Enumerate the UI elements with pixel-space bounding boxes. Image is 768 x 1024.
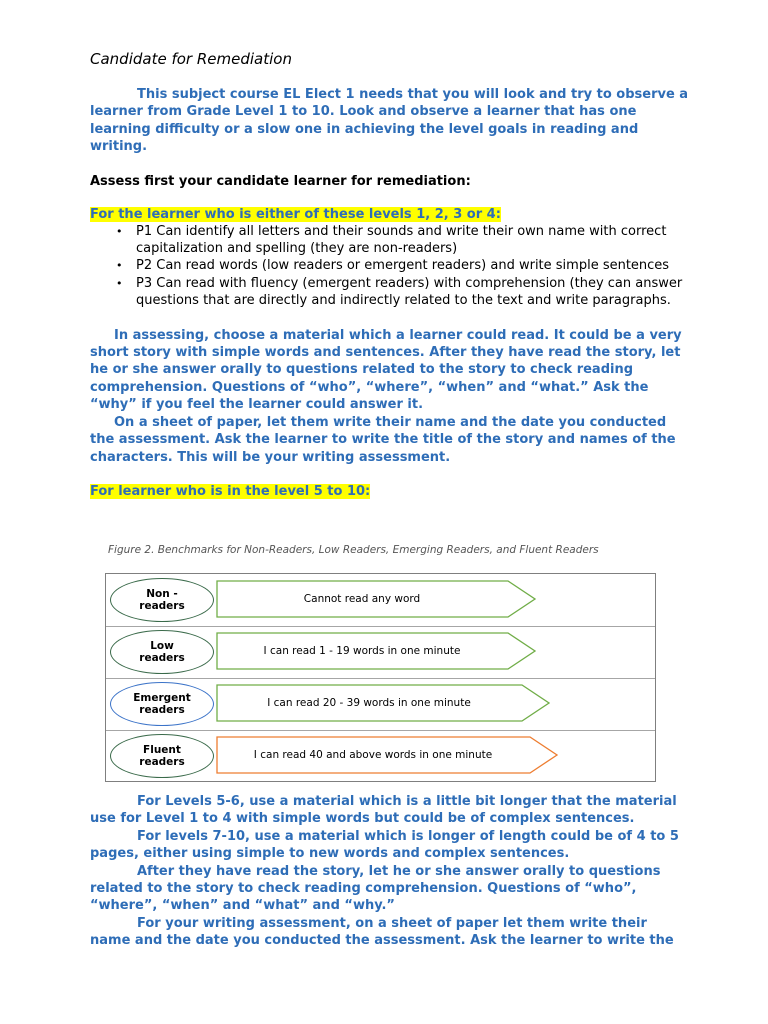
document-body — [90, 50, 690, 500]
benchmark-row — [106, 730, 655, 782]
assessing-paragraph: In assessing, choose a material which a learner could read. It could be a very short story with simple words and sentences. After they have read the story, let he or she answer orally to questions related to the story to check reading comprehension. Questions of “who”, “where”, “when” and “what.” Ask the “why” if you feel the learner could answer it. — [90, 327, 682, 413]
benchmark-text: I can read 1 - 19 words in one minute — [263, 645, 461, 657]
reader-level-oval: Fluent readers — [110, 734, 214, 778]
reader-level-oval: Low readers — [110, 630, 214, 674]
intro-paragraph: This subject course EL Elect 1 needs that you will look and try to observe a learner from Grade Level 1 to 10. Look and observe a learner that has one learning difficulty or a slow one in achieving the level goals in reading and writing. — [90, 87, 689, 155]
benchmark-row — [106, 626, 655, 679]
writing-paragraph: For your writing assessment, on a sheet of paper let them write their name and the date you conducted the assessment. Ask the learner to write the — [90, 915, 674, 949]
list-item: • P3 Can read with fluency (emergent readers) with comprehension (they can answer questions that are directly and indirectly related to the text and write paragraphs. — [116, 275, 683, 309]
levels-5-10-heading: For learner who is in the level 5 to 10: — [90, 483, 371, 499]
benchmark-text: I can read 40 and above words in one minute — [253, 749, 493, 761]
benchmark-arrow — [216, 684, 550, 722]
benchmark-arrow — [216, 580, 536, 618]
levels-5-6-paragraph: For Levels 5-6, use a material which is a little bit longer that the material use for Level 1 to 4 with simple words but could be of complex sentences. — [90, 794, 677, 827]
assess-heading: Assess first your candidate learner for remediation: — [90, 173, 471, 189]
bullet-marker: • — [116, 224, 123, 238]
benchmark-arrow — [216, 632, 536, 670]
levels-7-10-paragraph: For levels 7-10, use a material which is longer of length could be of 4 to 5 pages, either using simple to new words and complex sentences. — [90, 828, 679, 862]
comprehension-paragraph: After they have read the story, let he or she answer orally to questions related to the story to check reading comprehension. Questions of “who”, “where”, “when” and “what” and “why.” — [90, 863, 661, 914]
benchmark-row — [106, 678, 655, 731]
benchmark-arrow — [216, 736, 558, 774]
bullet-marker: • — [116, 276, 123, 290]
benchmark-text: Cannot read any word — [303, 593, 421, 605]
reader-level-oval: Non - readers — [110, 578, 214, 622]
bullet-marker: • — [116, 259, 123, 273]
benchmark-row — [106, 574, 655, 627]
list-item: • P2 Can read words (low readers or emergent readers) and write simple sentences — [116, 258, 670, 274]
benchmark-text: I can read 20 - 39 words in one minute — [267, 697, 471, 709]
reader-level-oval: Emergent readers — [110, 682, 214, 726]
levels-bullet-list — [90, 223, 690, 310]
writing-assessment-paragraph: On a sheet of paper, let them write their name and the date you conducted the assessment. Ask the learner to write the title of the story and names of the characters. This will be your writing assessment. — [90, 414, 676, 465]
levels-1-4-heading: For the learner who is either of these levels 1, 2, 3 or 4: — [90, 206, 501, 222]
figure-caption: Figure 2. Benchmarks for Non-Readers, Low Readers, Emerging Readers, and Fluent Readers — [108, 544, 599, 556]
list-item: • P1 Can identify all letters and their sounds and write their own name with correct capitalization and spelling (they are non-readers) — [116, 223, 667, 257]
figure-frame — [105, 573, 656, 782]
page-title: Candidate for Remediation — [90, 50, 292, 68]
benchmark-figure — [105, 545, 655, 785]
levels-5-10-instructions — [90, 793, 690, 950]
